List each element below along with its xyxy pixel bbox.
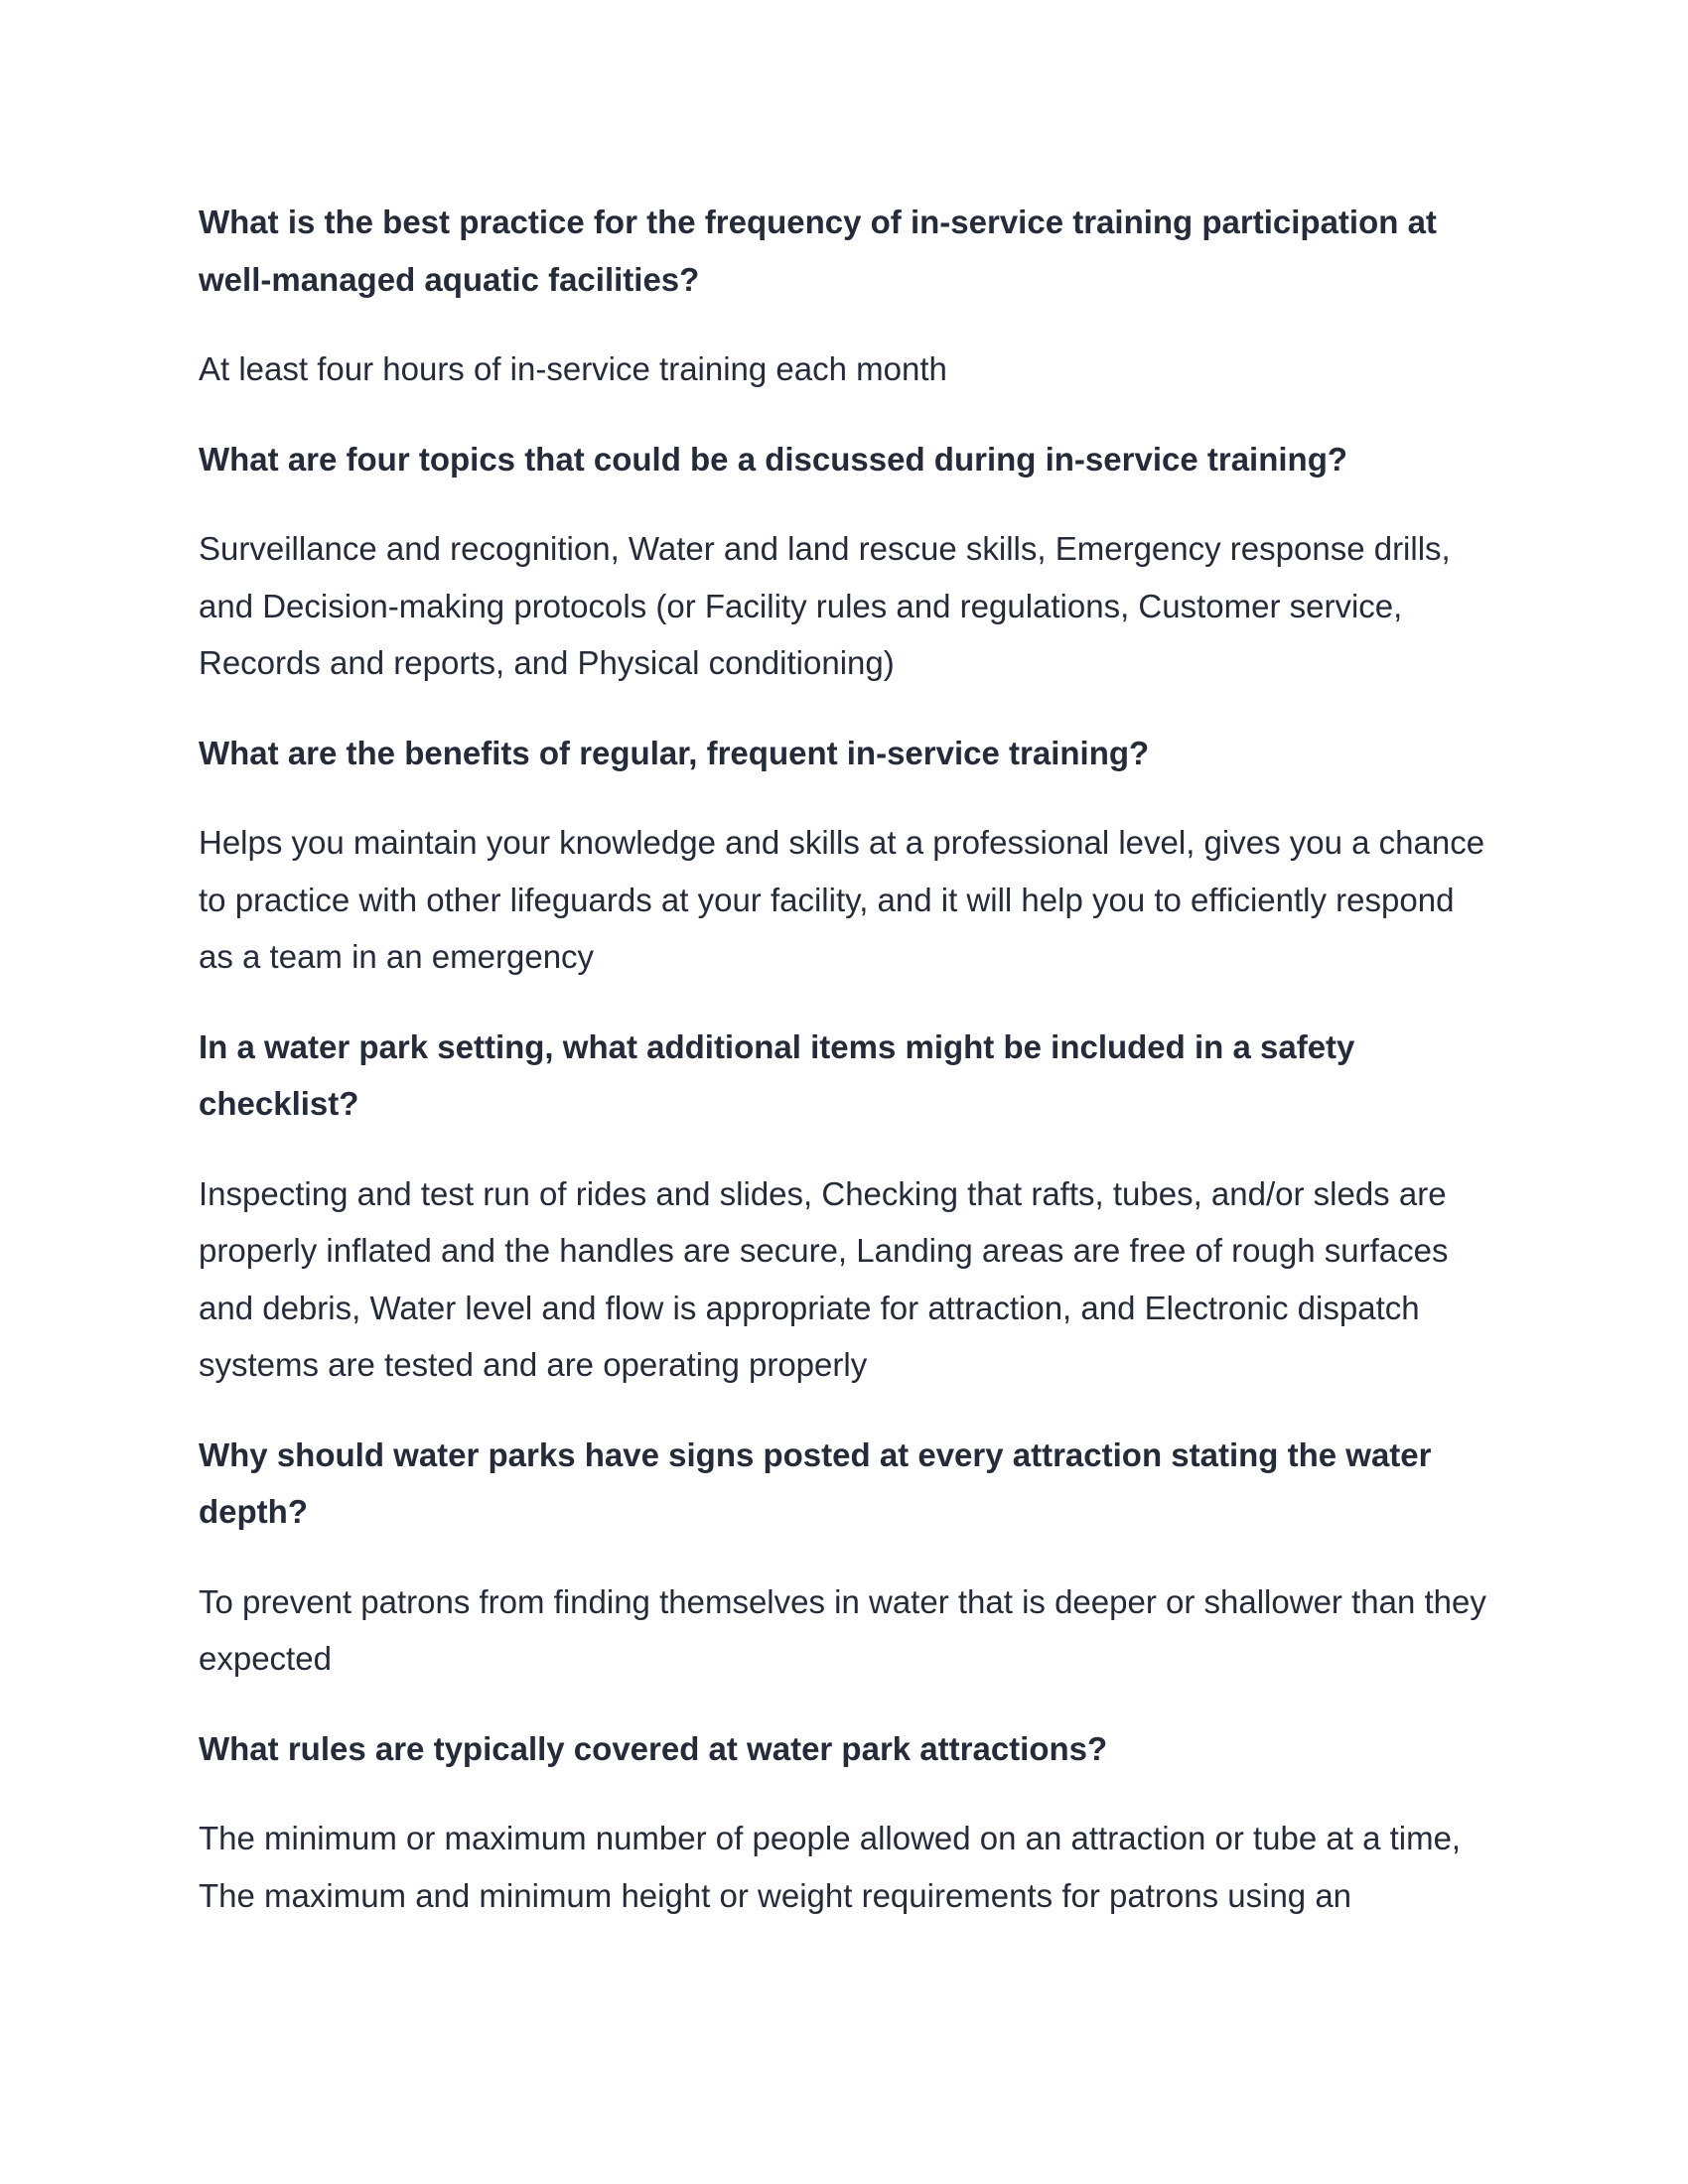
- question-2: What are four topics that could be a discussed during in-service training?: [199, 440, 1348, 478]
- answer-5: To prevent patrons from finding themselves in water that is deeper or shallower than they expected: [199, 1582, 1486, 1677]
- question-6: What rules are typically covered at water park attractions?: [199, 1729, 1108, 1767]
- document-page: [199, 194, 1489, 1957]
- question-4: In a water park setting, what additional items might be included in a safety checklist?: [199, 1027, 1355, 1122]
- answer-2: Surveillance and recognition, Water and land rescue skills, Emergency response drills, and Decision-making protocols (or Facility rules and regulations, Customer service, Records and reports, and Physical conditioning): [199, 530, 1451, 681]
- question-3: What are the benefits of regular, frequent in-service training?: [199, 734, 1150, 771]
- question-5: Why should water parks have signs posted at every attraction stating the water depth?: [199, 1435, 1432, 1530]
- answer-6: The minimum or maximum number of people allowed on an attraction or tube at a time, The maximum and minimum height or weight requirements for patrons using an: [199, 1820, 1462, 1914]
- question-1: What is the best practice for the frequency of in-service training participation at well-managed aquatic facilities?: [199, 204, 1437, 298]
- answer-4: Inspecting and test run of rides and slides, Checking that rafts, tubes, and/or sleds are properly inflated and the handles are secure, Landing areas are free of rough surfaces and debris, Water level and flow is appropriate for attraction, and Electronic dispatch systems are tested and are operating properly: [199, 1174, 1449, 1383]
- answer-3: Helps you maintain your knowledge and skills at a professional level, gives you a chance to practice with other lifeguards at your facility, and it will help you to efficiently respond as a team in an emergency: [199, 824, 1485, 975]
- answer-1: At least four hours of in-service training each month: [199, 350, 947, 387]
